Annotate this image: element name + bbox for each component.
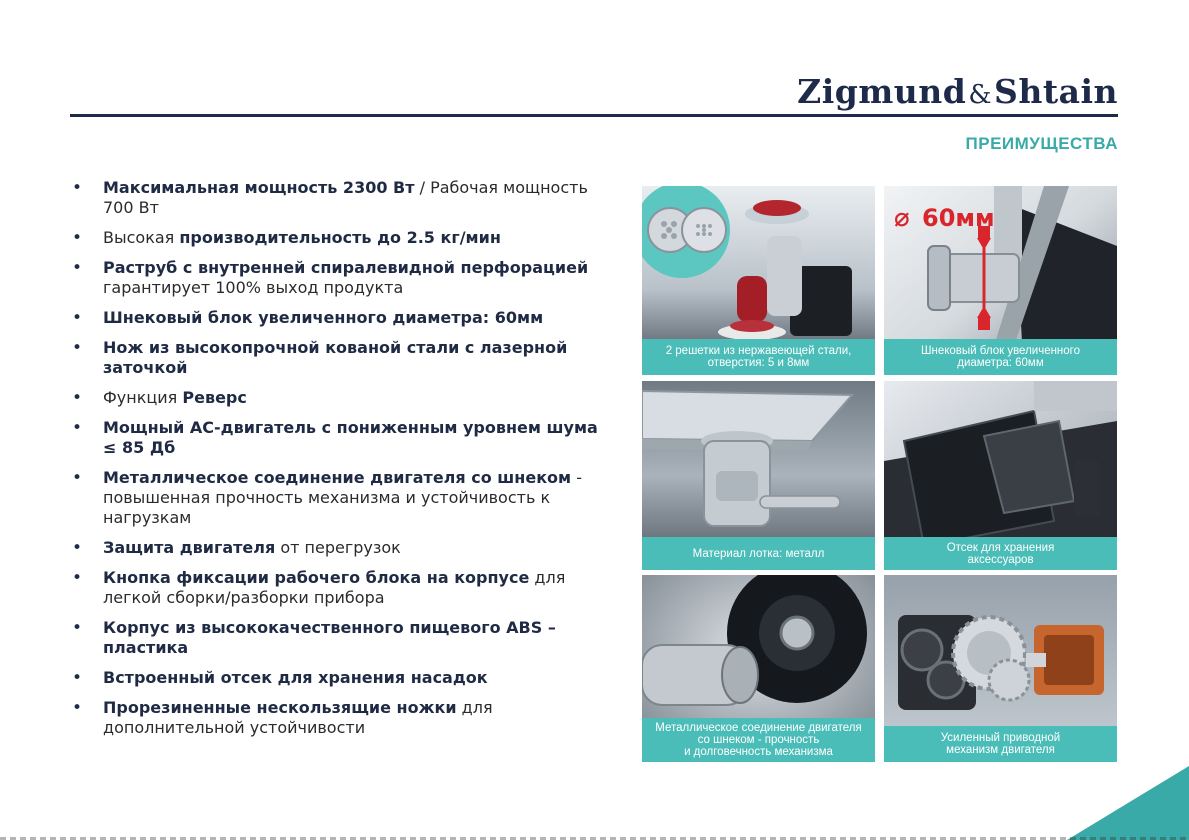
feature-highlight: Встроенный отсек для хранения насадок bbox=[103, 668, 488, 687]
feature-text: - повышенная прочность механизма и устойчивость к нагрузкам bbox=[103, 468, 582, 527]
logo-right: Shtain bbox=[994, 72, 1118, 111]
feature-item bbox=[70, 258, 610, 298]
tray-caption-text: Материал лотка: металл bbox=[692, 547, 825, 560]
feature-highlight: Нож из высокопрочной кованой стали с лазерной заточкой bbox=[103, 338, 568, 377]
feature-text: гарантирует 100% выход продукта bbox=[103, 278, 404, 297]
feature-highlight: Защита двигателя bbox=[103, 538, 276, 557]
feature-item bbox=[70, 308, 610, 328]
coupling-caption-text: Металлическое соединение двигателя со шнеком - прочность и долговечность механизма bbox=[655, 722, 862, 758]
feature-highlight: Металлическое соединение двигателя со шнеком bbox=[103, 468, 572, 487]
feature-item bbox=[70, 538, 610, 558]
feature-item bbox=[70, 228, 610, 248]
feature-highlight: Шнековый блок увеличенного диаметра: 60мм bbox=[103, 308, 544, 327]
header-rule bbox=[70, 114, 1118, 117]
feature-text: Высокая bbox=[103, 228, 180, 247]
tile-grates-caption bbox=[642, 339, 875, 375]
feature-item bbox=[70, 568, 610, 608]
feature-item bbox=[70, 618, 610, 658]
feature-highlight: Мощный АС-двигатель с пониженным уровнем шума ≤ 85 Дб bbox=[103, 418, 598, 457]
section-title: ПРЕИМУЩЕСТВА bbox=[965, 134, 1118, 153]
tile-auger bbox=[884, 186, 1117, 375]
tile-coupling bbox=[642, 575, 875, 762]
feature-item bbox=[70, 468, 610, 528]
feature-item bbox=[70, 338, 610, 378]
tile-gears bbox=[884, 575, 1117, 762]
tile-storage bbox=[884, 381, 1117, 570]
feature-item bbox=[70, 698, 610, 738]
tile-tray-caption bbox=[642, 537, 875, 570]
feature-highlight: Корпус из высококачественного пищевого ABS – пластика bbox=[103, 618, 556, 657]
tile-auger-caption bbox=[884, 339, 1117, 375]
tile-gears-caption bbox=[884, 726, 1117, 762]
gears-caption-text: Усиленный приводной механизм двигателя bbox=[940, 732, 1061, 756]
feature-item bbox=[70, 668, 610, 688]
feature-highlight: Прорезиненные нескользящие ножки bbox=[103, 698, 457, 717]
feature-highlight: Реверс bbox=[182, 388, 247, 407]
logo-amp: & bbox=[968, 80, 993, 110]
feature-text: Функция bbox=[103, 388, 183, 407]
logo-left: Zigmund bbox=[797, 72, 967, 111]
feature-highlight: Кнопка фиксации рабочего блока на корпусе bbox=[103, 568, 530, 587]
brand-logo bbox=[797, 72, 1118, 111]
dimension-label: 60мм bbox=[922, 204, 995, 232]
tile-storage-caption bbox=[884, 537, 1117, 570]
dimension-symbol: ⌀ bbox=[894, 203, 910, 233]
tile-grates bbox=[642, 186, 875, 375]
feature-text: от перегрузок bbox=[275, 538, 401, 557]
feature-text: для дополнительной устойчивости bbox=[103, 698, 493, 737]
feature-list bbox=[70, 178, 610, 748]
auger-caption-text: Шнековый блок увеличенного диаметра: 60мм bbox=[920, 345, 1081, 369]
feature-text: / Рабочая мощность 700 Вт bbox=[103, 178, 588, 217]
feature-text: для легкой сборки/разборки прибора bbox=[103, 568, 566, 607]
storage-caption-text: Отсек для хранения аксессуаров bbox=[946, 541, 1055, 566]
tile-coupling-caption bbox=[642, 718, 875, 762]
grates-caption-text: 2 решетки из нержавеющей стали, отверстия: 5 и 8мм bbox=[665, 345, 852, 369]
feature-item bbox=[70, 388, 610, 408]
feature-item bbox=[70, 418, 610, 458]
feature-highlight: Раструб с внутренней спиралевидной перфорацией bbox=[103, 258, 589, 277]
corner-accent bbox=[1067, 766, 1189, 840]
feature-highlight: производительность до 2.5 кг/мин bbox=[179, 228, 501, 247]
tile-tray bbox=[642, 381, 875, 570]
feature-highlight: Максимальная мощность 2300 Вт bbox=[103, 178, 415, 197]
feature-item bbox=[70, 178, 610, 218]
